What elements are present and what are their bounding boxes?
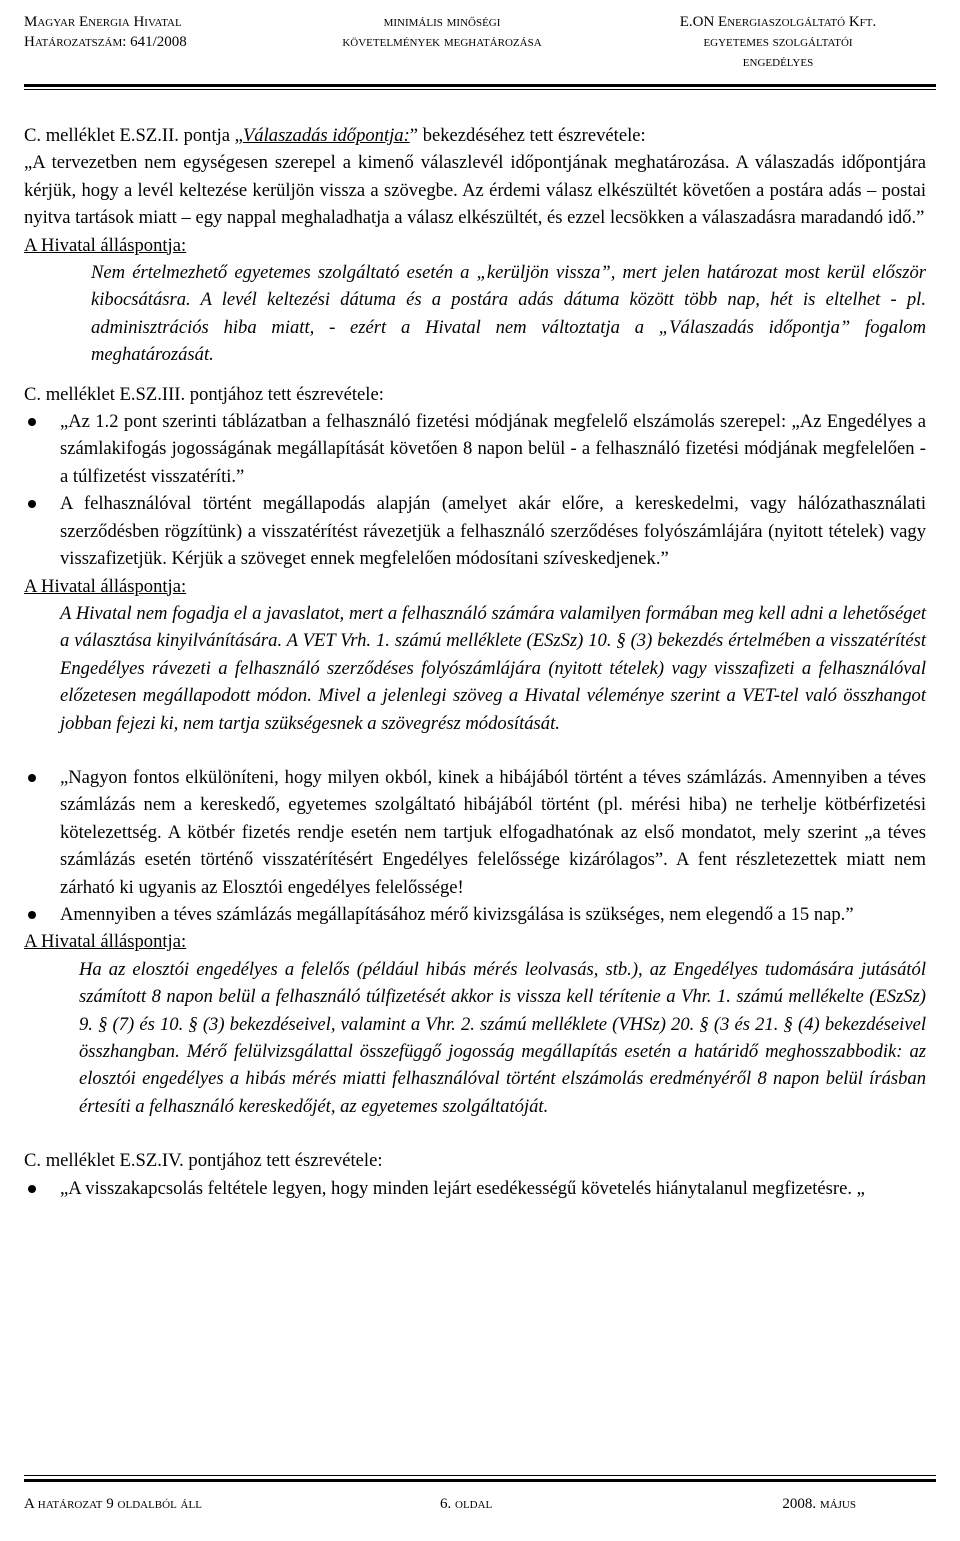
header-authority <box>24 12 187 52</box>
section-heading-2: C. melléklet E.SZ.III. pontjához tett észrevétele: <box>24 383 384 405</box>
comment-2-bullet-1: „Az 1.2 pont szerinti táblázatban a felhasználó fizetési módjának megfelelő elszámolás szerepel: „Az Engedélyes a számlakifogás jogosságának megállapítását követően 8 napon belül - a felhasználó fizetési módjának megfelelően - a túlfizetést visszatéríti.” <box>24 408 926 490</box>
header-resolution-number: Határozatszám: 641/2008 <box>24 34 187 50</box>
header-licensee-type1: egyetemes szolgáltatói <box>703 34 853 50</box>
position-label-1: A Hivatal álláspontja: <box>24 234 187 256</box>
section-heading-1-pre: C. melléklet E.SZ.II. pontja „ <box>24 125 243 146</box>
position-label-3: A Hivatal álláspontja: <box>24 931 187 953</box>
comment-3-bullet-2: Amennyiben a téves számlázás megállapításához mérő kivizsgálása is szükséges, nem elegendő a 15 nap.” <box>24 901 926 928</box>
header-rule-thin <box>24 89 936 90</box>
section-heading-1-term: Válaszadás időpontja: <box>242 125 410 146</box>
document-body <box>24 122 926 1202</box>
header-rule-thick <box>24 84 936 87</box>
footer-page-number: 6. oldal <box>440 1496 493 1512</box>
comment-2-bullet-2: A felhasználóval történt megállapodás alapján (amelyet akár előre, a kereskedelmi, vagy hálózathasználati szerződésben rögzítünk) a visszatérítést rávezetjük a felhasználó szerződéses folyószámlájára (nyitott tételek) vagy visszafizetjük. Kérjük a szöveget ennek megfelelően módosítani szíveskedjenek.” <box>24 490 926 572</box>
position-label-2: A Hivatal álláspontja: <box>24 575 187 597</box>
footer-rule-thin <box>24 1475 936 1476</box>
position-2: A Hivatal nem fogadja el a javaslatot, mert a felhasználó számára valamilyen formában meg kell adni a lehetőséget a választása kinyilvánítására. A VET Vrh. 1. számú melléklete (ESzSz) 10. § (3) bekezdés értelmében a visszatérítést Engedélyes rávezeti a felhasználó szerződéses folyószámlájára (nyitott tételek) vagy visszafizeti a felhasználóval előzetesen megállapodott módon. Mivel a jelenlegi szöveg a Hivatal véleménye szerint a VET-tel való összhangot jobban fejezi ki, nem tartja szükségesnek a szövegrész módosítását. <box>60 602 926 734</box>
position-1: Nem értelmezhető egyetemes szolgáltató esetén a „kerüljön vissza”, mert jelen határozat most kerül először kibocsátásra. A levél keltezési dátuma és a postára adás dátuma között több nap, hét is eltelhet - pl. adminisztrációs hiba miatt, - ezért a Hivatal nem változtatja a „Válaszadás időpontja” fogalom meghatározását. <box>91 262 926 366</box>
header-licensee-type2: engedélyes <box>742 54 814 70</box>
section-heading-4: C. melléklet E.SZ.IV. pontjához tett észrevétele: <box>24 1150 383 1172</box>
header-subject-line2: követelmények meghatározása <box>342 34 542 50</box>
comment-1: „A tervezetben nem egységesen szerepel a kimenő válaszlevél időpontjának meghatározása. A válaszadás időpontjára kérjük, hogy a levél keltezése kerüljön vissza a szövegbe. Az érdemi válasz elkészültét követően a postára adás – postai nyitva tartások miatt – egy nappal meghaladhatja a válasz elkészültét, és ezzel lecsökken a válaszadásra maradandó idő.” <box>24 152 926 229</box>
header-licensee-name: E.ON Energiaszolgáltató Kft. <box>679 14 877 30</box>
footer-rule-thick <box>24 1479 936 1482</box>
page-header <box>24 6 936 84</box>
position-3: Ha az elosztói engedélyes a felelős (például hibás mérés leolvasás, stb.), az Engedélyes tudomására jutásától számított 8 napon belül a felhasználó túlfizetését akkor is vissza kell térítenie a Vhr. 1. számú mellékelte (ESzSz) 9. § (7) és 10. § (3) bekezdéseivel, valamint a Vhr. 2. számú melléklete (VHSz) 20. § (3 és 21. § (4) bekezdéseivel összhangban. Mérő felülvizsgálattal összefüggő jogosság megállapítás esetén a határidő meghosszabbodik: az elosztói engedélyes a hibás mérés miatti felhasználóval történt elszámolás eredményéről 8 napon belül írásban értesíti a felhasználó kereskedőjét, az egyetemes szolgáltatóját. <box>79 958 926 1117</box>
header-subject-line1: minimális minőségi <box>383 14 501 30</box>
section-heading-1-post: ” bekezdéséhez tett észrevétele: <box>409 125 646 146</box>
header-licensee <box>620 12 936 72</box>
comment-4-bullet-1: „A visszakapcsolás feltétele legyen, hogy minden lejárt esedékességű követelés hiánytalanul megfizetésre. „ <box>24 1175 926 1202</box>
section-heading-1 <box>24 122 926 149</box>
footer-date: 2008. május <box>782 1496 856 1512</box>
header-subject <box>292 12 592 52</box>
header-authority-name: Magyar Energia Hivatal <box>24 14 182 30</box>
comment-3-bullet-1: „Nagyon fontos elkülöníteni, hogy milyen okból, kinek a hibájából történt a téves számlázás. Amennyiben a téves számlázás nem a kereskedő, egyetemes szolgáltató hibájából történt (pl. mérési hiba) ne terhelje kötbérfizetési kötelezettség. A kötbér fizetés rendje esetén nem tartjuk elfogadhatónak az első mondatot, mely szerint „a téves számlázás esetén történő visszatérítésért Engedélyes felelőssége kizárólagos”. A fent részletezettek miatt nem zárható ki ugyanis az Elosztói engedélyes felelőssége! <box>24 764 926 901</box>
footer-page-count: A határozat 9 oldalból áll <box>24 1496 202 1512</box>
